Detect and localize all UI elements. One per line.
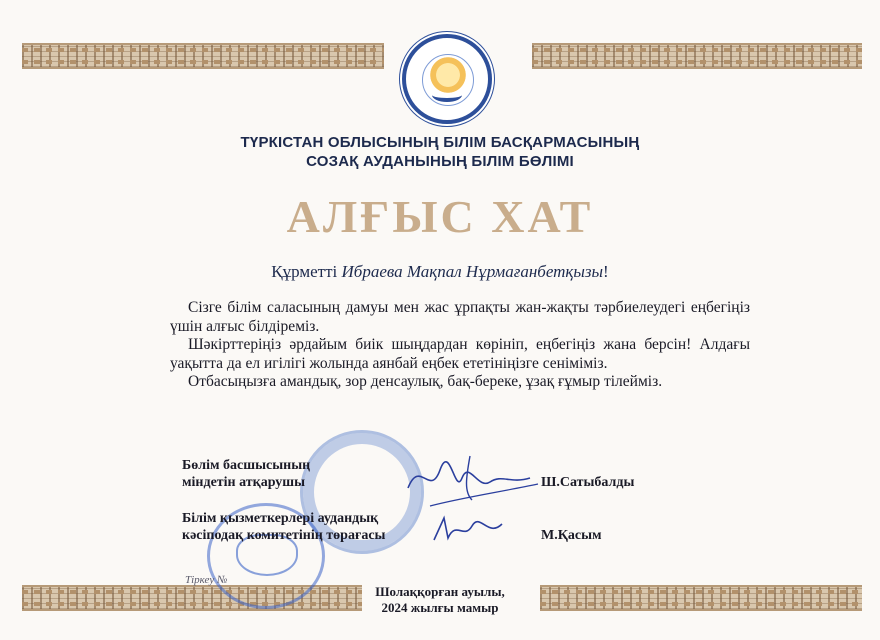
signature-scribble-2 [428, 510, 508, 550]
greeting [0, 262, 880, 282]
date: 2024 жылғы мамыр [381, 600, 499, 615]
letter-title: АЛҒЫС ХАТ [286, 191, 594, 242]
registration-number: Тіркеу № [185, 574, 228, 586]
letter-body [170, 299, 750, 392]
ornament-band-top-left [22, 43, 384, 69]
ornament-band-top-right [532, 43, 862, 69]
education-logo-emblem [402, 34, 492, 124]
signatory-2-name: М.Қасым [541, 528, 602, 543]
signatory-1-role-line-2: міндетін атқарушы [182, 475, 306, 490]
signatory-2-role-line-1: Білім қызметкерлері аудандық [182, 511, 379, 526]
signature-scribble-1 [400, 448, 540, 508]
signatory-1-role [182, 457, 310, 491]
body-paragraph-2: Шәкірттеріңіз әрдайым биік шыңдардан көрініп, еңбегіңіз жана берсін! Алдағы уақытта да ел игілігі жолында аянбай еңбек ететініңізге сеніміміз. [170, 336, 750, 372]
body-paragraph-1: Сізге білім саласының дамуы мен жас ұрпақты жан-жақты тәрбиелеудегі еңбегіңіз үшін алғыс білдіреміз. [170, 299, 750, 335]
recipient-name: Ибраева Мақпал Нұрмағанбетқызы [341, 262, 604, 281]
body-paragraph-3: Отбасыңызға амандық, зор денсаулық, бақ-береке, ұзақ ғұмыр тілейміз. [188, 373, 663, 390]
signatory-1-role-line-1: Бөлім басшысының [182, 458, 311, 473]
header-line-2: СОЗАҚ АУДАНЫНЫҢ БІЛІМ БӨЛІМІ [306, 153, 574, 170]
place-and-date [0, 584, 880, 616]
header-line-1: ТҮРКІСТАН ОБЛЫСЫНЫҢ БІЛІМ БАСҚАРМАСЫНЫҢ [240, 134, 640, 151]
signatory-1-name: Ш.Сатыбалды [541, 475, 635, 490]
greeting-prefix: Құрметті [271, 262, 342, 281]
place: Шолаққорған ауылы, [375, 584, 505, 599]
signatory-2-role-line-2: кәсіподақ комитетінің төрағасы [182, 528, 386, 543]
greeting-suffix: ! [603, 262, 609, 281]
open-book-icon [432, 88, 462, 102]
signatory-2-role [182, 510, 385, 544]
